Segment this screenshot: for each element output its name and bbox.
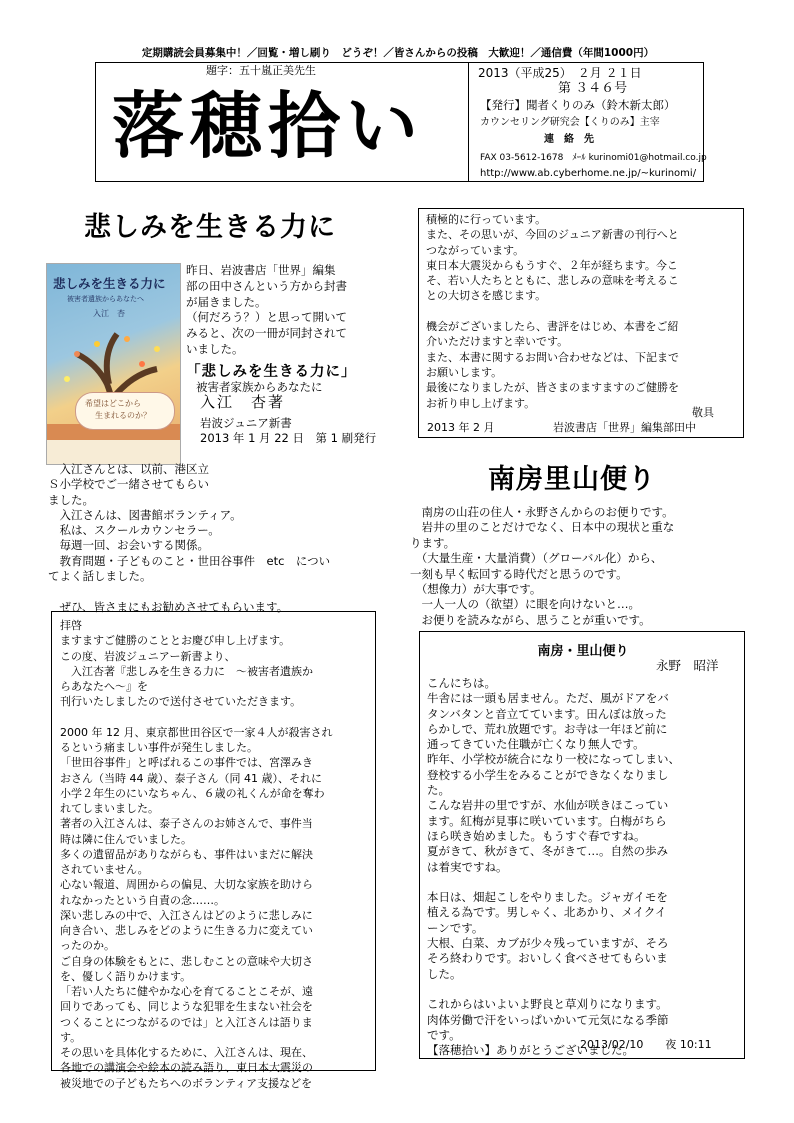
letter2-line: そろ終わりです。おいしく食べさせてもらいま	[427, 951, 668, 966]
cover-title: 悲しみを生きる力に	[53, 276, 166, 291]
letter2-line: た。	[427, 783, 450, 798]
letter2-line: した。	[427, 966, 462, 981]
article2-line: 一人一人の（欲望）に眼を向けないと…。	[410, 597, 640, 612]
letter2-line: ほら咲き始めました。もうすぐ春ですね。	[427, 828, 646, 843]
cover-author: 入江 杏	[93, 309, 125, 318]
letter-line: れなかったという自責の念……。	[60, 893, 225, 907]
letter2-title: 南房・里山便り	[537, 644, 629, 659]
letter-line: 向き合い、悲しみをどのように生きる力に変えてい	[60, 924, 313, 937]
body-line	[48, 584, 330, 599]
letter2-line: 牛舎には一頭も居ません。ただ、風がドアをバ	[427, 691, 669, 706]
letter-continued-line	[426, 304, 679, 319]
letter-sign-from: 岩波書店「世界」編集部田中	[553, 421, 696, 434]
letter-line: らあなたへ～』を	[60, 680, 148, 693]
letter2-line: こんにちは。	[427, 676, 496, 690]
contact-label: 連 絡 先	[544, 134, 594, 145]
letter2-line: 通ってきていた住職が亡くなり無人です。	[427, 737, 645, 752]
intro-line: 昨日、岩波書店「世界」編集	[186, 263, 336, 277]
letter-line: 回りであっても、同じような犯罪を生まない社会を	[60, 1000, 313, 1014]
body-line: 毎週一回、お会いする関係。	[48, 538, 209, 553]
article2-line: （大量生産・大量消費）（グローバル化）から、	[410, 551, 663, 566]
article2-body	[410, 505, 674, 628]
letter-continued-line: 積極的に行っています。	[426, 213, 547, 226]
letter2-line: 夏がきて、秋がきて、冬がきて…。自然の歩み	[427, 844, 669, 859]
letter-line: ますますご健勝のこととお慶び申し上げます。	[60, 634, 291, 648]
letter-line: この度、岩波ジュニアー新書より、	[60, 649, 236, 663]
body-line: ました。	[48, 492, 94, 507]
letter-line	[60, 710, 332, 725]
letter2-line: 本日は、畑起こしをやりました。ジャガイモを	[427, 890, 668, 905]
letter-continued-line: そ、若い人たちとともに、悲しみの意味を考えるこ	[426, 274, 679, 288]
letter2-line: これからはいよいよ野良と草刈りになります。	[427, 997, 668, 1012]
letter-line: ご自身の体験をもとに、悲しむことの意味や大切さ	[60, 954, 313, 968]
letter2-line	[427, 982, 680, 997]
letter2-line: タンバタンと音立てています。田んぼは放った	[427, 706, 667, 721]
letter-sign-date: 2013 年 2 月	[427, 421, 495, 434]
letter-line: おさん（当時 44 歳）、泰子さん（同 41 歳）、それに	[60, 771, 322, 785]
letter2-line: は着実ですね。	[427, 859, 508, 874]
article2-line: お便りを読みながら、思うことが重いです。	[410, 612, 651, 627]
letter2-line: 昨年、小学校が統合になり一校になってしまい、	[427, 752, 680, 767]
letter-line: 心ない報道、周囲からの偏見、大切な家族を助けら	[60, 878, 313, 892]
intro-line: 部の田中さんという方から封書	[186, 278, 347, 293]
letter2-line	[427, 875, 680, 890]
calligraphy-credit: 題字：五十嵐正美先生	[206, 64, 316, 77]
masthead-divider	[468, 63, 469, 181]
newsletter-logo: 落穂拾い	[112, 83, 425, 168]
letter2-line: 【落穂拾い】ありがとうございました。	[427, 1043, 634, 1058]
letter-line: されていません。	[60, 863, 149, 876]
letter-line: 小学２年生のにいなちゃん、６歳の礼くんが命を奪わ	[60, 786, 325, 800]
letter-continued-line: との大切さを感じます。	[426, 289, 547, 303]
letter2-line: こんな岩井の里ですが、水仙が咲きほこってい	[427, 798, 669, 813]
letter-continued-box	[418, 208, 744, 438]
letter-continued-line: 最後になりましたが、皆さまのますますのご健勝を	[426, 381, 679, 395]
intro-line: みると、次の一冊が同封されて	[186, 326, 347, 341]
letter2-line: 登校する小学生をみることができなくなりまし	[427, 767, 669, 782]
letter2-author: 永野 昭洋	[656, 658, 719, 673]
letter-line: 各地での講演会や絵本の読み語り、東日本大震災の	[60, 1061, 313, 1075]
body-line: 教育問題・子どものこと・世田谷事件 etc につい	[48, 553, 331, 568]
cover-bubble-line2: 生まれるのか？	[95, 411, 151, 420]
fax-email: FAX 03-5612-1678 ﾒｰﾙ kurinomi01@hotmail.co.jp	[480, 153, 707, 163]
issue-number: 第 ３４６号	[558, 81, 628, 96]
article2-title: 南房里山便り	[488, 464, 656, 495]
book-subtitle: 被害者家族からあなたに	[196, 380, 323, 394]
article2-line: （想像力）が大事です。	[410, 582, 542, 597]
subscription-notice: 定期購読会員募集中！／回覧・増し刷り どうぞ！／皆さんからの投稿 大歓迎！／通信費（年間1000円）	[141, 47, 655, 59]
letter-line: 入江杏著『悲しみを生きる力に ～被害者遺族か	[60, 664, 313, 678]
letter2-line: ーンです。	[427, 920, 484, 935]
letter-continued-line: お願いします。	[426, 365, 503, 379]
letter-line: れてしまいました。	[60, 802, 159, 815]
masthead	[95, 62, 707, 182]
letter-line: 著者の入江さんは、泰子さんのお姉さんで、事件当	[60, 817, 313, 831]
letter2-line: ます。紅梅が見事に咲いています。白梅がちら	[427, 813, 667, 828]
body-line: てよく話しました。	[48, 569, 152, 584]
letter-line: その思いを具体化するために、入江さんは、現在、	[60, 1046, 313, 1059]
book-cover-image	[46, 263, 181, 465]
letter-continued-line: 機会がございましたら、書評をはじめ、本書をご紹	[426, 320, 679, 334]
intro-line: （何だろう？）と思って開いて	[186, 310, 347, 325]
letter-text	[60, 618, 332, 1091]
letter-line: 「世田谷事件」と呼ばれるこの事件では、宮澤みき	[60, 756, 313, 770]
intro-line: が届きました。	[186, 294, 267, 309]
letter-continued-line: お祈り申し上げます。	[426, 396, 536, 410]
letter-continued-line: 介いただけますと幸いです。	[426, 335, 569, 349]
article2-line: 一刻も早く転回する時代だと思うのです。	[410, 566, 628, 581]
letter2-line: です。	[427, 1027, 461, 1042]
article-body	[48, 462, 330, 615]
letter-line: す。	[60, 1030, 82, 1044]
article2-line: 岩井の里のことだけでなく、日本中の現状と重な	[410, 520, 675, 535]
publisher: 【発行】聞者くりのみ（鈴木新太郎）	[480, 98, 676, 112]
article-title: 悲しみを生きる力に	[84, 212, 336, 243]
letter-line: 時は隣に住んでいました。	[60, 832, 192, 846]
website-url[interactable]: http://www.ab.cyberhome.ne.jp/~kurinomi/	[480, 168, 697, 179]
body-line: Ｓ小学校でご一緒させてもらい	[48, 477, 209, 492]
letter-closing: 敬具	[692, 406, 714, 419]
letter-line: 刊行いたしましたので送付させていただきます。	[60, 695, 302, 709]
letter-box	[51, 611, 376, 1090]
article-intro	[186, 263, 347, 358]
issue-date: 2013（平成25） ２月 ２１日	[478, 66, 642, 80]
letter2-line: 肉体労働で汗をいっぱいかいて元気になる季節	[427, 1012, 669, 1027]
letter-line: 被災地での子どもたちへのボランティア支援などを	[60, 1076, 313, 1090]
book-date: 2013 年 1 月 22 日 第 1 刷発行	[200, 431, 377, 445]
letter-continued-text	[426, 212, 679, 411]
article2-line: 南房の山荘の住人・永野さんからのお便りです。	[410, 505, 674, 519]
body-line: 入江さんは、図書館ボランティア。	[48, 507, 242, 522]
letter2-line: らかしで、荒れ放題です。お寺は一年ほど前に	[427, 721, 668, 736]
letter-continued-line: つながっています。	[426, 243, 525, 257]
organization: カウンセリング研究会【くりのみ】主宰	[480, 117, 660, 128]
intro-line: いました。	[186, 341, 244, 356]
cover-bottom-band	[47, 440, 180, 464]
letter-line: 2000 年 12 月、東京都世田谷区で一家４人が殺害され	[60, 725, 333, 739]
letter-line: るという痛ましい事件が発生しました。	[60, 741, 258, 754]
letter2-box	[419, 631, 745, 1059]
book-author: 入江 杏著	[200, 393, 286, 411]
letter2-text	[427, 676, 680, 1058]
article2-line: ります。	[410, 535, 456, 550]
book-series: 岩波ジュニア新書	[200, 416, 292, 430]
body-line: 私は、スクールカウンセラー。	[48, 523, 220, 538]
letter2-sign: 2013/02/10 夜 10:11	[580, 1038, 712, 1051]
cover-bubble-line1: 希望はどこから	[85, 399, 141, 408]
letter-line: 拝啓	[60, 619, 82, 632]
letter-continued-line: また、本書に関するお問い合わせなどは、下記まで	[426, 350, 679, 364]
body-line: 入江さんとは、以前、港区立	[48, 462, 209, 476]
letter-line: ったのか。	[60, 939, 115, 953]
book-title: 「悲しみを生きる力に」	[186, 364, 357, 380]
letter-line: つくることにつながるのでは」と入江さんは語りま	[60, 1015, 313, 1029]
letter-line: 多くの遺留品がありながらも、事件はいまだに解決	[60, 847, 313, 861]
letter-continued-line: 東日本大震災からもうすぐ、２年が経ちます。今こ	[426, 258, 678, 272]
letter-line: 「若い人たちに健やかな心を育てることこそが、遠	[60, 985, 313, 998]
letter-continued-line: また、その思いが、今回のジュニア新書の刊行へと	[426, 228, 679, 242]
letter2-line: 植える為です。男しゃく、北あかり、メイクイ	[427, 905, 667, 920]
letter2-line: 大根、白菜、カブが少々残っていますが、そろ	[427, 936, 669, 951]
letter-line: を、優しく語りかけます。	[60, 969, 192, 983]
cover-subtitle: 被害者遺族からあなたへ	[67, 295, 144, 303]
body-line: ぜひ、皆さまにもお勧めさせてもらいます。	[48, 599, 289, 614]
letter-line: 深い悲しみの中で、入江さんはどのように悲しみに	[60, 908, 313, 922]
